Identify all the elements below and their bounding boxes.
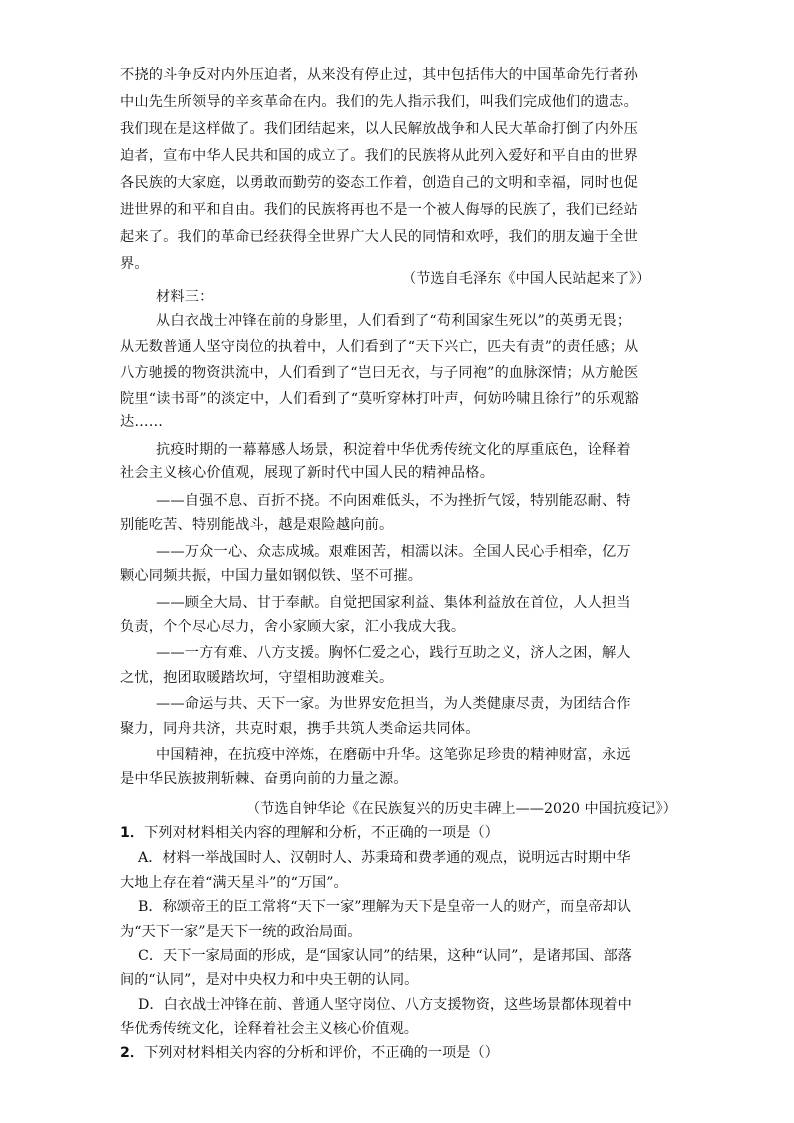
source-citation: （节选自钟华论《在民族复兴的历史丰碑上——2020 中国抗疫记》） — [246, 801, 677, 817]
material-title: 材料三： — [156, 289, 214, 305]
source-citation: （节选自毛泽东《中国人民站起来了》） — [402, 271, 651, 287]
paragraph-line: 从无数普通人坚守岗位的执着中，人们看到了“天下兴亡，匹夫有责”的责任感；从 — [120, 339, 639, 355]
paragraph-line: 我们现在是这样做了。我们团结起来，以人民解放战争和人民大革命打倒了内外压 — [120, 121, 638, 137]
paragraph-line: 达…… — [120, 414, 164, 430]
question-text: 下列对材料相关内容的分析和评价，不正确的一项是（） — [144, 1045, 499, 1061]
question-text: 下列对材料相关内容的理解和分析，不正确的一项是（） — [144, 825, 499, 841]
paragraph-line: ——万众一心、众志成城。艰难困苦，相濡以沫。全国人民心手相牵，亿万 — [156, 544, 631, 560]
paragraph-line: 中国精神，在抗疫中淬炼，在磨砺中升华。这笔弥足珍贵的精神财富，永远 — [156, 747, 631, 763]
option-b: B．称颂帝王的臣工常将“天下一家”理解为天下是皇帝一人的财产，而皇帝却认 — [138, 899, 632, 915]
option-d-cont: 华优秀传统文化，诠释着社会主义核心价值观。 — [120, 1021, 418, 1037]
paragraph-line: 之忧，抱团取暖踏坎坷，守望相助渡难关。 — [120, 670, 394, 686]
paragraph-line: 院里“读书哥”的淡定中，人们看到了“莫听穿林打叶声，何妨吟啸且徐行”的乐观豁 — [120, 391, 639, 407]
paragraph-line: 负责，个个尽心尽力，舍小家顾大家，汇小我成大我。 — [120, 619, 466, 635]
option-a-cont: 大地上存在着“满天星斗”的“万国”。 — [120, 875, 348, 891]
paragraph-line: ——自强不息、百折不挠。不向困难低头，不为挫折气馁，特别能忍耐、特 — [156, 493, 631, 509]
paragraph-line: 迫者，宣布中华人民共和国的成立了。我们的民族将从此列入爱好和平自由的世界 — [120, 148, 638, 164]
paragraph-line: 各民族的大家庭，以勇敢而勤劳的姿态工作着，创造自己的文明和幸福，同时也促 — [120, 175, 638, 191]
option-b-cont: 为“天下一家”是天下一统的政治局面。 — [120, 924, 362, 940]
paragraph-line: 不挠的斗争反对内外压迫者，从来没有停止过，其中包括伟大的中国革命先行者孙 — [120, 67, 638, 83]
question-number: 2． — [120, 1045, 145, 1061]
paragraph-line: ——顾全大局、甘于奉献。自觉把国家利益、集体利益放在首位，人人担当 — [156, 595, 631, 611]
question-number: 1． — [120, 825, 145, 841]
paragraph-line: 社会主义核心价值观，展现了新时代中国人民的精神品格。 — [120, 465, 495, 481]
paragraph-line: 是中华民族披荆斩棘、奋勇向前的力量之源。 — [120, 771, 408, 787]
question-2 — [120, 1042, 499, 1062]
paragraph-line: 八方驰援的物资洪流中，人们看到了“岂曰无衣，与子同袍”的血脉深情；从方舱医 — [120, 365, 639, 381]
paragraph-line: 界。 — [120, 256, 149, 272]
option-a: A．材料一举战国时人、汉朝时人、苏秉琦和费孝通的观点，说明远古时期中华 — [138, 850, 631, 866]
paragraph-line: 聚力，同舟共济，共克时艰，携手共筑人类命运共同体。 — [120, 721, 480, 737]
paragraph-line: 颗心同频共振，中国力量如钢似铁、坚不可摧。 — [120, 568, 423, 584]
paragraph-line: 中山先生所领导的辛亥革命在内。我们的先人指示我们，叫我们完成他们的遗志。 — [120, 94, 638, 110]
paragraph-line: ——命运与共、天下一家。为世界安危担当，为人类健康尽责，为团结合作 — [156, 696, 631, 712]
paragraph-line: 从白衣战士冲锋在前的身影里，人们看到了“苟利国家生死以”的英勇无畏； — [156, 313, 632, 329]
paragraph-line: 进世界的和平和自由。我们的民族将再也不是一个被人侮辱的民族了，我们已经站 — [120, 202, 638, 218]
option-c: C．天下一家局面的形成，是“国家认同”的结果，这种“认同”，是诸邦国、部落 — [138, 948, 632, 964]
paragraph-line: 抗疫时期的一幕幕感人场景，积淀着中华优秀传统文化的厚重底色，诠释着 — [156, 442, 631, 458]
paragraph-line: ——一方有难、八方支援。胸怀仁爱之心，践行互助之义，济人之困，解人 — [156, 645, 631, 661]
option-c-cont: 间的“认同”，是对中央权力和中央王朝的认同。 — [120, 972, 419, 988]
option-d: D．白衣战士冲锋在前、普通人坚守岗位、八方支援物资，这些场景都体现着中 — [138, 997, 632, 1013]
paragraph-line: 起来了。我们的革命已经获得全世界广大人民的同情和欢呼，我们的朋友遍于全世 — [120, 229, 638, 245]
paragraph-line: 别能吃苦、特别能战斗，越是艰险越向前。 — [120, 517, 394, 533]
question-1 — [120, 822, 499, 842]
